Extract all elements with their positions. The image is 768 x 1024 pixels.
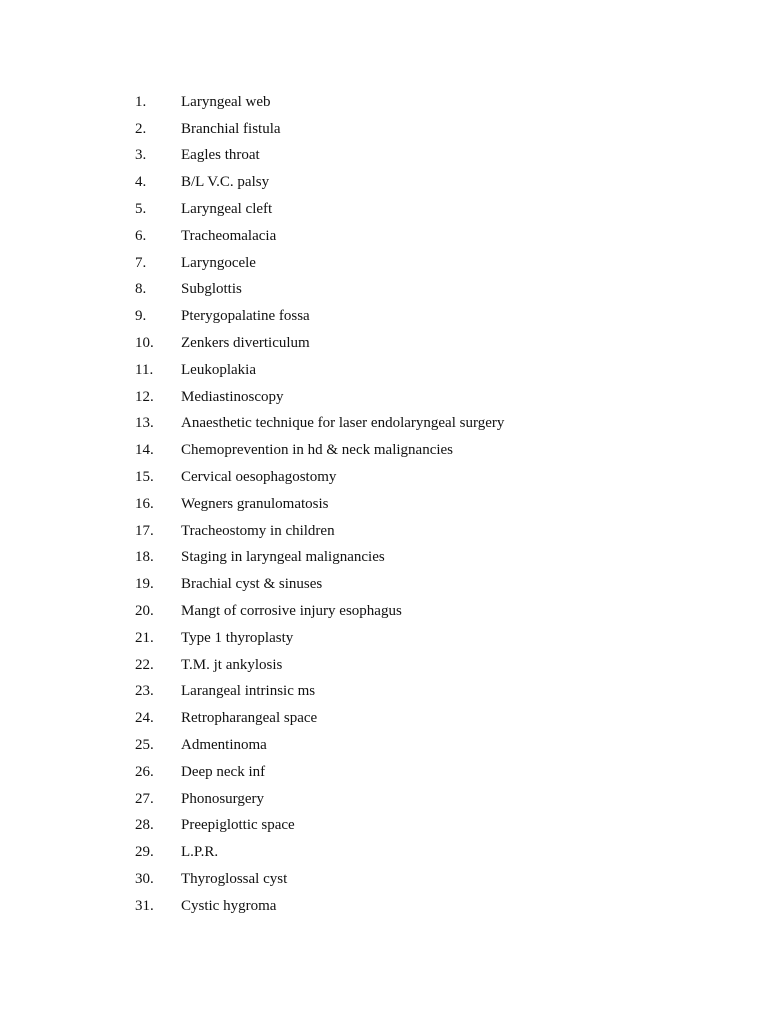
list-item	[135, 732, 504, 759]
list-item	[135, 652, 504, 679]
list-item	[135, 893, 504, 920]
item-number: 19.	[135, 576, 154, 593]
item-number: 17.	[135, 522, 154, 539]
item-text: Wegners granulomatosis	[181, 495, 329, 512]
item-text: Anaesthetic technique for laser endolaryngeal surgery	[181, 415, 505, 432]
item-text: Thyroglossal cyst	[181, 871, 288, 887]
item-text: Brachial cyst & sinuses	[181, 576, 323, 593]
item-number: 7.	[135, 254, 147, 271]
item-number: 16.	[135, 495, 154, 512]
list-item	[135, 571, 504, 598]
item-text: Laryngeal cleft	[181, 201, 273, 218]
list-item	[135, 223, 504, 250]
list-item	[135, 303, 504, 330]
list-item	[135, 866, 504, 893]
item-number: 8.	[135, 281, 147, 298]
list-item	[135, 116, 504, 143]
item-text: Chemoprevention in hd & neck malignancies	[181, 442, 454, 459]
item-text: Tracheostomy in children	[181, 522, 335, 539]
item-number: 25.	[135, 737, 154, 754]
item-text: T.M. jt ankylosis	[181, 656, 283, 673]
item-number: 18.	[135, 549, 154, 566]
item-number: 31.	[135, 897, 154, 914]
list-item	[135, 518, 504, 545]
item-text: Leukoplakia	[181, 361, 256, 378]
item-number: 23.	[135, 683, 154, 700]
list-item	[135, 545, 504, 572]
list-item	[135, 464, 504, 491]
item-number: 9.	[135, 308, 147, 325]
item-number: 20.	[135, 603, 154, 620]
item-text: Laryngocele	[181, 254, 256, 271]
list-item	[135, 705, 504, 732]
list-item	[135, 598, 504, 625]
list-item	[135, 625, 504, 652]
item-number: 2.	[135, 120, 147, 137]
item-number: 3.	[135, 147, 147, 164]
item-text: Laryngeal web	[181, 93, 271, 110]
item-text: Preepiglottic space	[181, 817, 295, 834]
item-text: Branchial fistula	[181, 120, 281, 137]
item-text: Subglottis	[181, 281, 242, 298]
list-item	[135, 491, 504, 518]
item-number: 24.	[135, 710, 154, 727]
list-item	[135, 786, 504, 813]
item-text: Larangeal intrinsic ms	[181, 683, 316, 700]
list-item	[135, 250, 504, 277]
list-item	[135, 196, 504, 223]
item-number: 11.	[135, 361, 154, 378]
item-text: Pterygopalatine fossa	[181, 308, 310, 325]
item-text: B/L V.C. palsy	[181, 174, 270, 191]
list-item	[135, 759, 504, 786]
item-text: Phonosurgery	[181, 790, 265, 807]
item-text: Admentinoma	[181, 737, 267, 754]
item-number: 5.	[135, 201, 147, 218]
list-item	[135, 277, 504, 304]
list-item	[135, 169, 504, 196]
list-item	[135, 839, 504, 866]
item-number: 28.	[135, 817, 154, 834]
item-number: 4.	[135, 174, 147, 191]
item-number: 13.	[135, 415, 154, 432]
item-number: 6.	[135, 227, 147, 244]
item-text: Tracheomalacia	[181, 227, 277, 244]
item-text: Cystic hygroma	[181, 897, 277, 914]
item-number: 14.	[135, 442, 154, 459]
list-item	[135, 384, 504, 411]
list-item	[135, 813, 504, 840]
list-item	[135, 411, 504, 438]
item-text: L.P.R.	[181, 844, 219, 861]
item-number: 22.	[135, 656, 154, 673]
item-text: Retropharangeal space	[181, 710, 318, 727]
item-number: 10.	[135, 335, 154, 352]
item-text: Cervical oesophagostomy	[181, 469, 337, 486]
list-item	[135, 679, 504, 706]
item-text: Mediastinoscopy	[181, 388, 284, 405]
list-item	[135, 89, 504, 116]
item-number: 1.	[135, 93, 147, 110]
item-text: Staging in laryngeal malignancies	[181, 549, 385, 566]
item-number: 26.	[135, 763, 154, 780]
topic-list	[135, 89, 504, 920]
item-number: 30.	[135, 871, 154, 887]
item-number: 27.	[135, 790, 154, 807]
item-number: 12.	[135, 388, 154, 405]
list-item	[135, 330, 504, 357]
item-number: 15.	[135, 469, 154, 486]
item-text: Deep neck inf	[181, 763, 266, 780]
item-number: 21.	[135, 629, 154, 646]
item-text: Zenkers diverticulum	[181, 335, 310, 352]
list-item	[135, 357, 504, 384]
item-number: 29.	[135, 844, 154, 861]
list-item	[135, 437, 504, 464]
item-text: Mangt of corrosive injury esophagus	[181, 603, 402, 620]
item-text: Eagles throat	[181, 147, 260, 164]
list-item	[135, 143, 504, 170]
item-text: Type 1 thyroplasty	[181, 629, 294, 646]
